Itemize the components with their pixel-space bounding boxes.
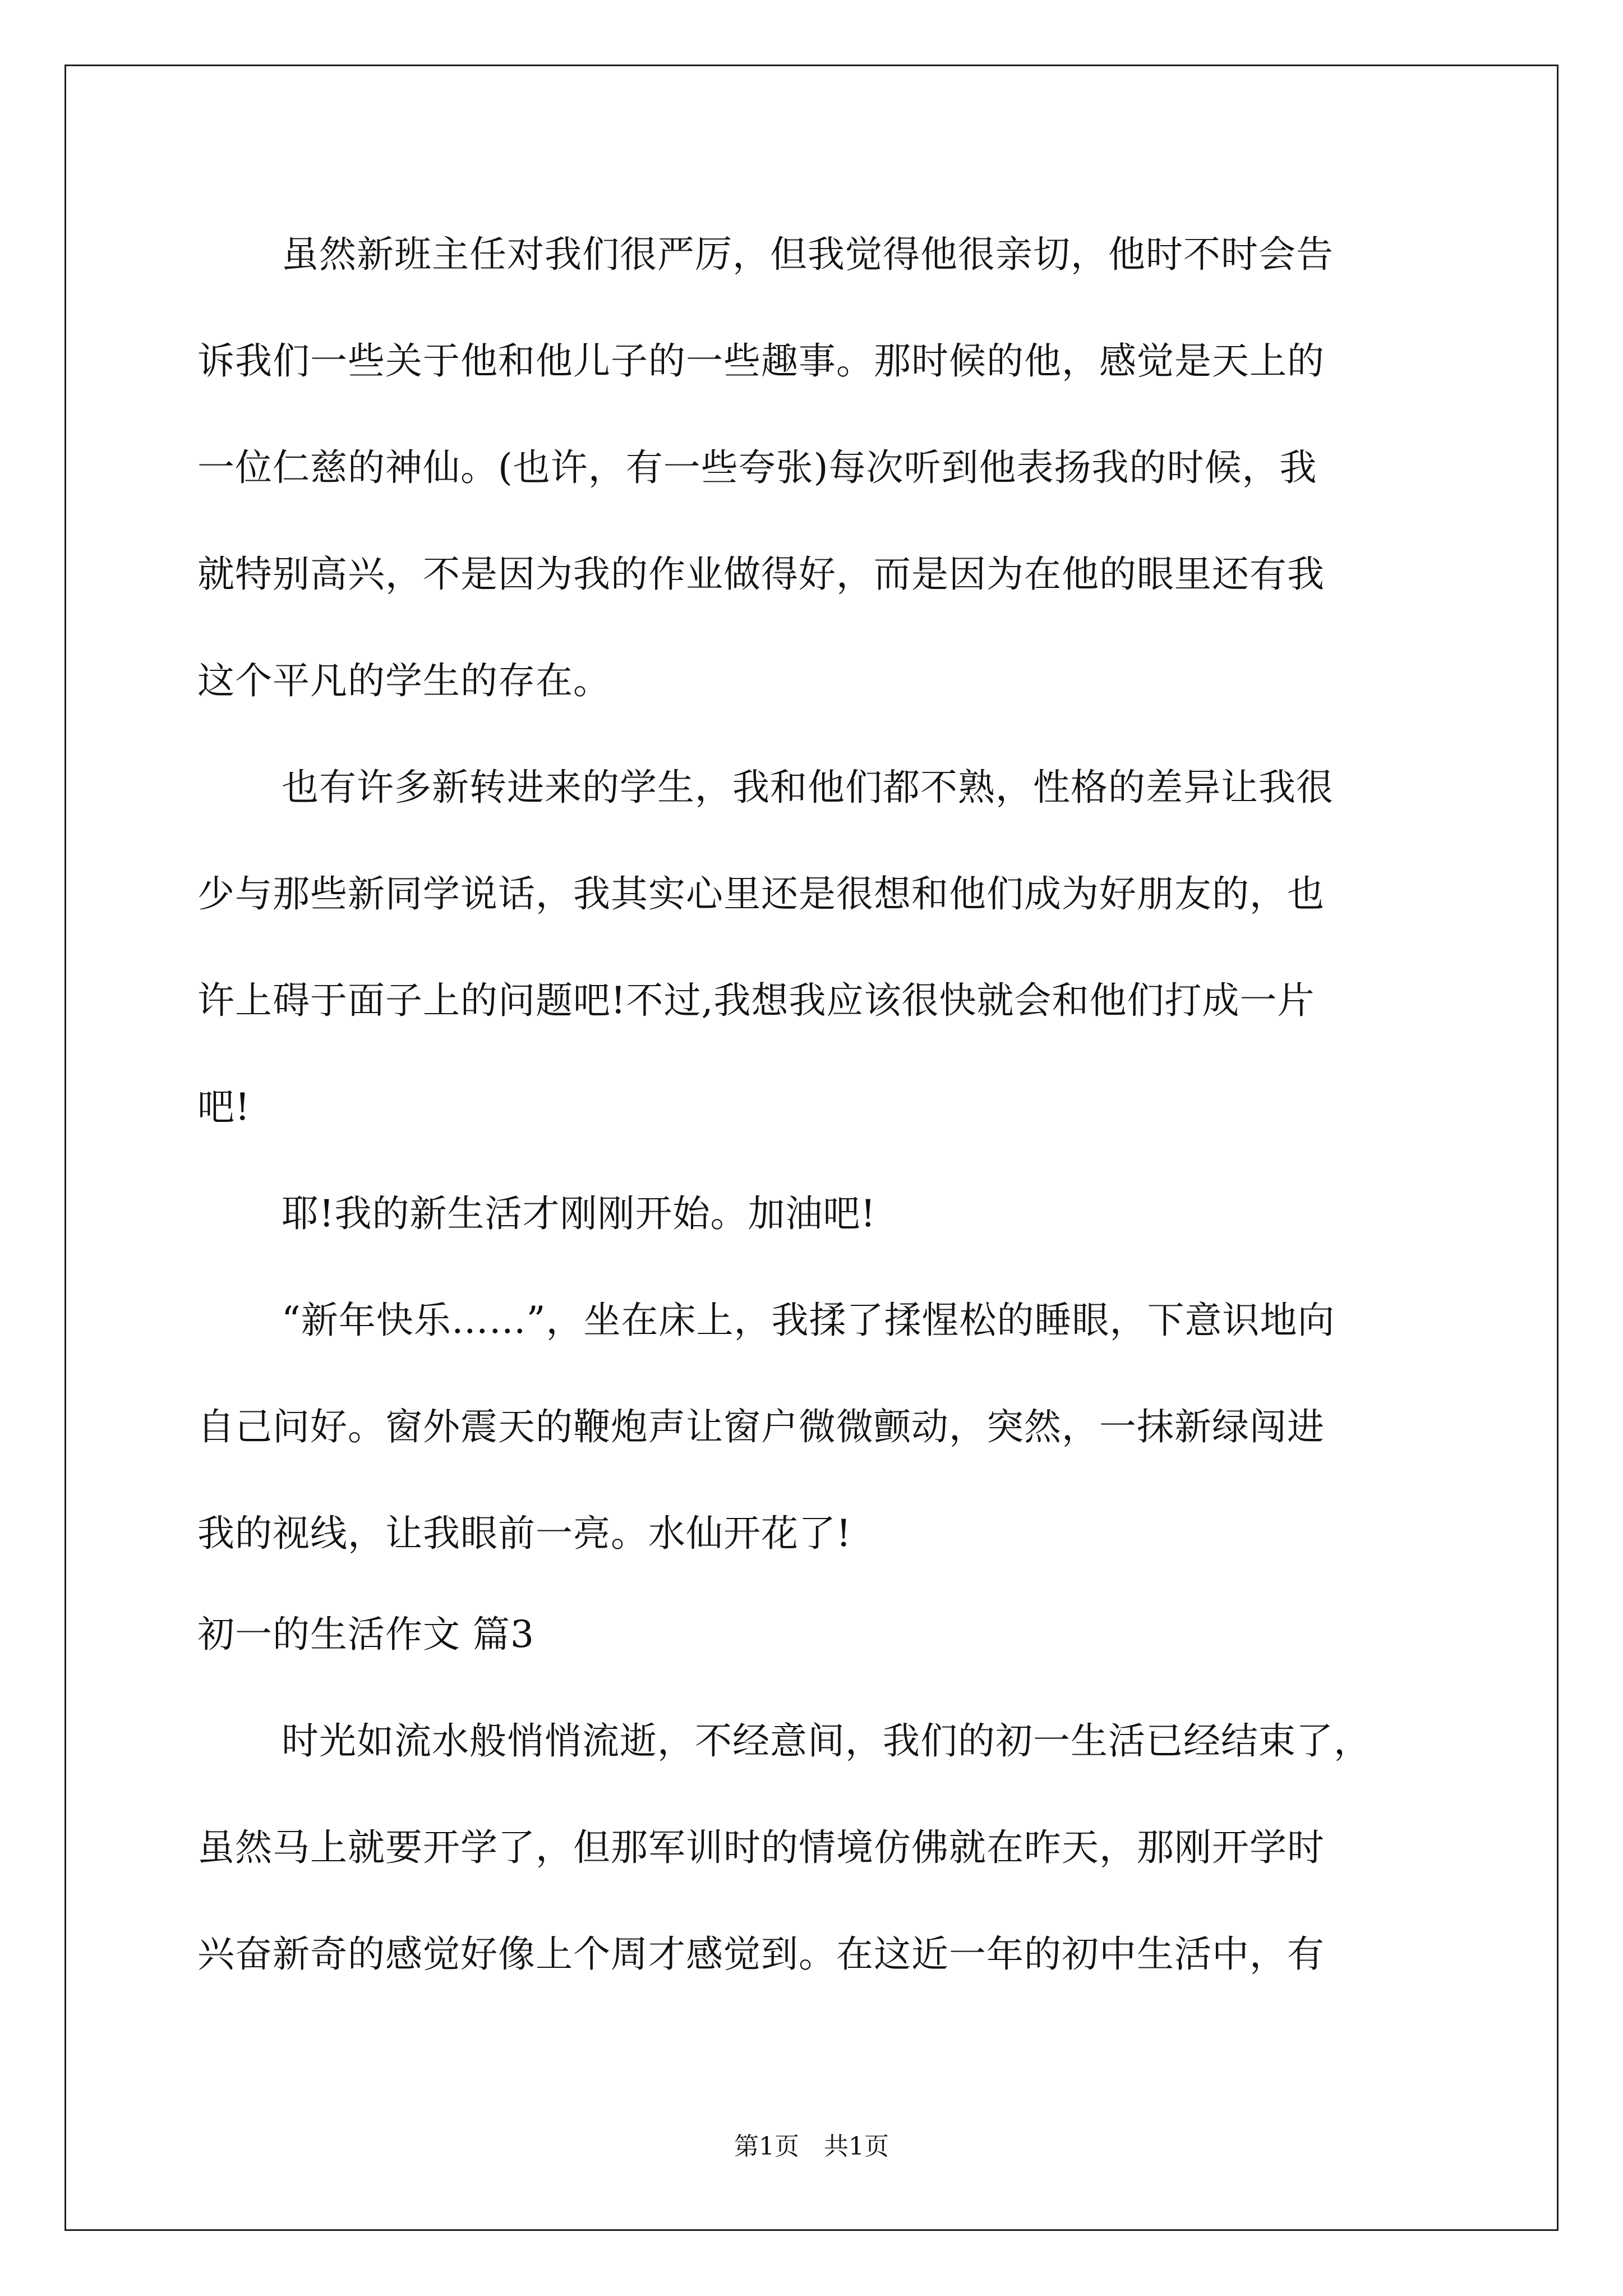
text-line: 兴奋新奇的感觉好像上个周才感觉到。在这近一年的初中生活中，有 [197,1932,1325,1976]
page-border [64,65,1559,2231]
text-line: “新年快乐……”，坐在床上，我揉了揉惺松的睡眼，下意识地向 [282,1299,1335,1342]
text-line: 许上碍于面子上的问题吧!不过,我想我应该很快就会和他们打成一片 [197,979,1315,1022]
text-line: 这个平凡的学生的存在。 [197,659,611,702]
section-heading: 初一的生活作文 篇3 [197,1613,534,1656]
text-line: 一位仁慈的神仙。(也许，有一些夸张)每次听到他表扬我的时候，我 [197,446,1317,489]
text-line: 也有许多新转进来的学生，我和他们都不熟，性格的差异让我很 [282,766,1334,809]
text-line: 吧! [197,1085,251,1129]
page-number: 第1页 共1页 [734,2132,889,2161]
text-line: 我的视线，让我眼前一亮。水仙开花了! [197,1512,852,1555]
text-line: 就特别高兴，不是因为我的作业做得好，而是因为在他的眼里还有我 [197,553,1325,596]
text-line: 时光如流水般悄悄流逝，不经意间，我们的初一生活已经结束了， [282,1719,1371,1763]
text-line: 耶!我的新生活才刚刚开始。加油吧! [282,1192,877,1235]
text-line: 虽然新班主任对我们很严厉，但我觉得他很亲切，他时不时会告 [282,233,1334,276]
text-line: 自己问好。窗外震天的鞭炮声让窗户微微颤动，突然，一抹新绿闯进 [197,1405,1325,1448]
text-line: 虽然马上就要开学了，但那军训时的情境仿佛就在昨天，那刚开学时 [197,1826,1325,1869]
text-line: 少与那些新同学说话，我其实心里还是很想和他们成为好朋友的，也 [197,872,1325,915]
text-line: 诉我们一些关于他和他儿子的一些趣事。那时候的他，感觉是天上的 [197,339,1325,383]
